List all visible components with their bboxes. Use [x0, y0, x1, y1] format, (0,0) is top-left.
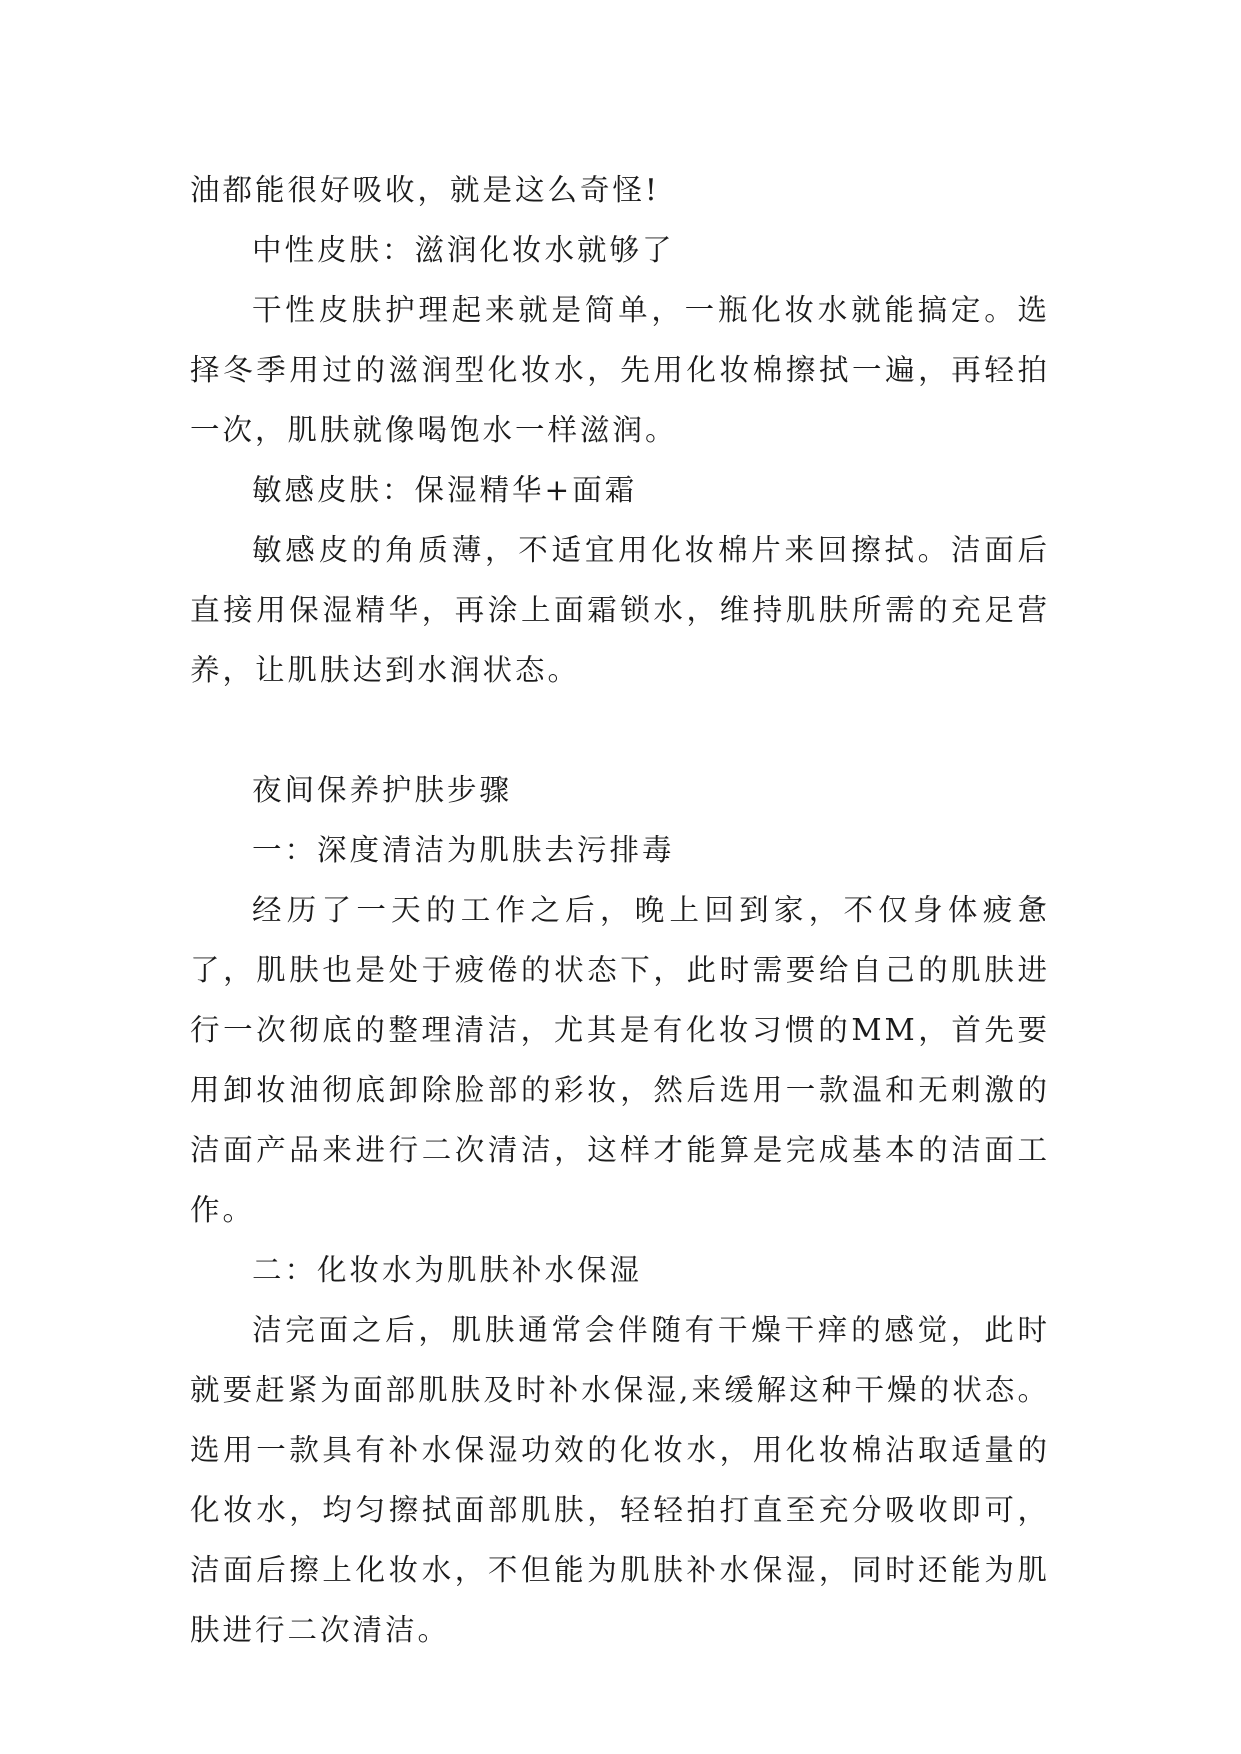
subheading-step-two: 二：化妆水为肌肤补水保湿 [252, 1253, 643, 1287]
paragraph-step-one: 经历了一天的工作之后，晚上回到家，不仅身体疲惫了，肌肤也是处于疲倦的状态下，此时需要给自己的肌肤进行一次彻底的整理清洁，尤其是有化妆习惯的MM，首先要用卸妆油彻底卸除脸部的彩妆，然后选用一款温和无刺激的洁面产品来进行二次清洁，这样才能算是完成基本的洁面工作。 [190, 893, 1050, 1227]
paragraph-spacer [190, 700, 1050, 760]
document-body [190, 160, 1050, 1660]
subheading-neutral-skin: 中性皮肤：滋润化妆水就够了 [252, 233, 675, 267]
section-title-night-care: 夜间保养护肤步骤 [252, 773, 513, 807]
subheading-step-one: 一：深度清洁为肌肤去污排毒 [252, 833, 675, 867]
subheading-sensitive-skin: 敏感皮肤：保湿精华+面霜 [252, 473, 638, 507]
paragraph-dry-skin: 干性皮肤护理起来就是简单，一瓶化妆水就能搞定。选择冬季用过的滋润型化妆水，先用化妆棉擦拭一遍，再轻拍一次，肌肤就像喝饱水一样滋润。 [190, 293, 1050, 447]
paragraph-sensitive-skin: 敏感皮的角质薄，不适宜用化妆棉片来回擦拭。洁面后直接用保湿精华，再涂上面霜锁水，维持肌肤所需的充足营养，让肌肤达到水润状态。 [190, 533, 1050, 687]
paragraph-step-two: 洁完面之后，肌肤通常会伴随有干燥干痒的感觉，此时就要赶紧为面部肌肤及时补水保湿,来缓解这种干燥的状态。选用一款具有补水保湿功效的化妆水，用化妆棉沾取适量的化妆水，均匀擦拭面部肌肤，轻轻拍打直至充分吸收即可，洁面后擦上化妆水，不但能为肌肤补水保湿，同时还能为肌肤进行二次清洁。 [190, 1313, 1050, 1647]
paragraph-continuation: 油都能很好吸收，就是这么奇怪! [190, 173, 660, 207]
